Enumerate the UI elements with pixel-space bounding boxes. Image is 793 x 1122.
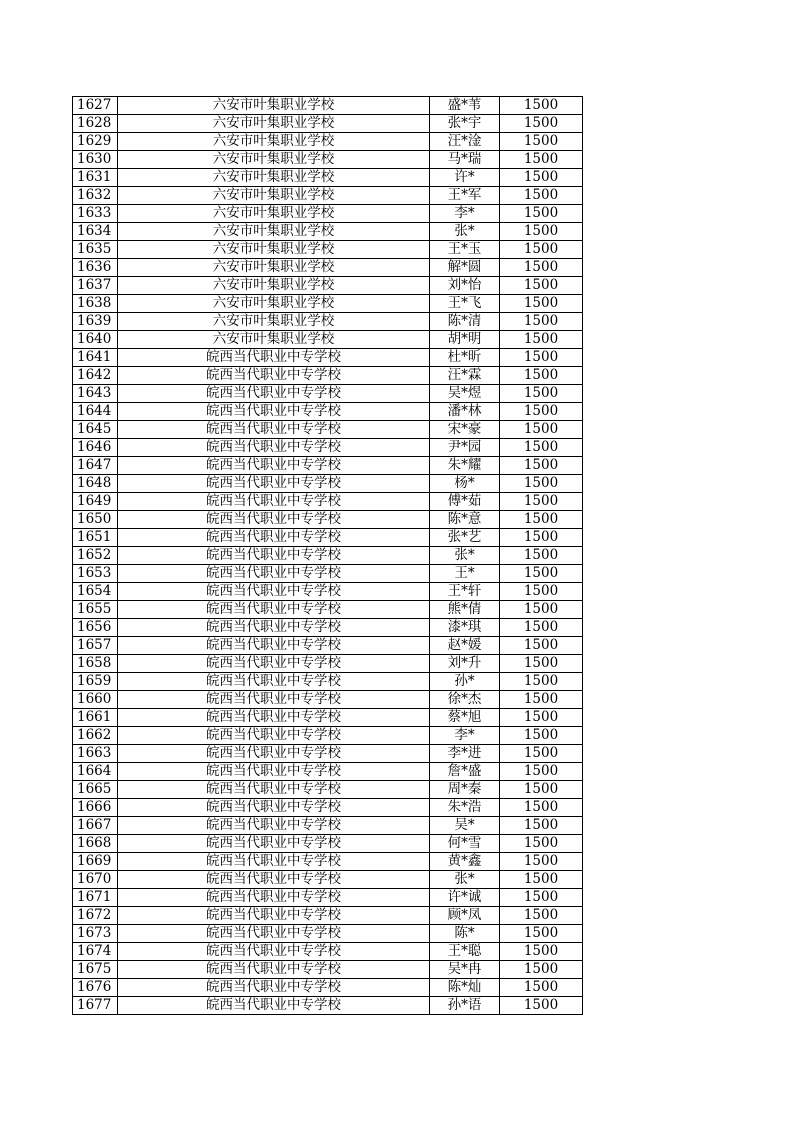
student-name-cell: 熊*倩 bbox=[430, 601, 500, 619]
table-row bbox=[73, 205, 583, 223]
amount-cell: 1500 bbox=[500, 853, 583, 871]
amount-cell: 1500 bbox=[500, 187, 583, 205]
school-name-cell: 六安市叶集职业学校 bbox=[118, 331, 430, 349]
amount-cell: 1500 bbox=[500, 637, 583, 655]
table-row bbox=[73, 781, 583, 799]
student-name-cell: 吴*冉 bbox=[430, 961, 500, 979]
amount-cell: 1500 bbox=[500, 691, 583, 709]
table-row bbox=[73, 853, 583, 871]
amount-cell: 1500 bbox=[500, 133, 583, 151]
serial-number-cell: 1652 bbox=[73, 547, 118, 565]
student-name-cell: 徐*杰 bbox=[430, 691, 500, 709]
table-row bbox=[73, 673, 583, 691]
serial-number-cell: 1669 bbox=[73, 853, 118, 871]
serial-number-cell: 1670 bbox=[73, 871, 118, 889]
school-name-cell: 皖西当代职业中专学校 bbox=[118, 817, 430, 835]
amount-cell: 1500 bbox=[500, 547, 583, 565]
amount-cell: 1500 bbox=[500, 601, 583, 619]
student-name-cell: 潘*林 bbox=[430, 403, 500, 421]
school-name-cell: 皖西当代职业中专学校 bbox=[118, 349, 430, 367]
student-name-cell: 汪*霖 bbox=[430, 367, 500, 385]
serial-number-cell: 1641 bbox=[73, 349, 118, 367]
student-name-cell: 李* bbox=[430, 727, 500, 745]
amount-cell: 1500 bbox=[500, 313, 583, 331]
school-name-cell: 皖西当代职业中专学校 bbox=[118, 925, 430, 943]
table-row bbox=[73, 565, 583, 583]
student-name-cell: 黄*鑫 bbox=[430, 853, 500, 871]
school-name-cell: 皖西当代职业中专学校 bbox=[118, 943, 430, 961]
serial-number-cell: 1631 bbox=[73, 169, 118, 187]
student-name-cell: 张* bbox=[430, 223, 500, 241]
school-name-cell: 皖西当代职业中专学校 bbox=[118, 853, 430, 871]
amount-cell: 1500 bbox=[500, 403, 583, 421]
school-name-cell: 六安市叶集职业学校 bbox=[118, 223, 430, 241]
table-row bbox=[73, 493, 583, 511]
student-name-cell: 张*宇 bbox=[430, 115, 500, 133]
serial-number-cell: 1653 bbox=[73, 565, 118, 583]
serial-number-cell: 1643 bbox=[73, 385, 118, 403]
serial-number-cell: 1661 bbox=[73, 709, 118, 727]
serial-number-cell: 1629 bbox=[73, 133, 118, 151]
serial-number-cell: 1674 bbox=[73, 943, 118, 961]
serial-number-cell: 1662 bbox=[73, 727, 118, 745]
serial-number-cell: 1659 bbox=[73, 673, 118, 691]
serial-number-cell: 1655 bbox=[73, 601, 118, 619]
student-name-cell: 李* bbox=[430, 205, 500, 223]
table-row bbox=[73, 349, 583, 367]
serial-number-cell: 1657 bbox=[73, 637, 118, 655]
table-row bbox=[73, 475, 583, 493]
school-name-cell: 皖西当代职业中专学校 bbox=[118, 439, 430, 457]
table-row bbox=[73, 817, 583, 835]
student-name-cell: 赵*媛 bbox=[430, 637, 500, 655]
student-name-cell: 王*聪 bbox=[430, 943, 500, 961]
school-name-cell: 皖西当代职业中专学校 bbox=[118, 655, 430, 673]
school-name-cell: 六安市叶集职业学校 bbox=[118, 187, 430, 205]
serial-number-cell: 1650 bbox=[73, 511, 118, 529]
serial-number-cell: 1633 bbox=[73, 205, 118, 223]
student-name-cell: 张* bbox=[430, 871, 500, 889]
table-row bbox=[73, 709, 583, 727]
school-name-cell: 皖西当代职业中专学校 bbox=[118, 889, 430, 907]
student-name-cell: 刘*怡 bbox=[430, 277, 500, 295]
student-name-cell: 胡*明 bbox=[430, 331, 500, 349]
table-row bbox=[73, 457, 583, 475]
amount-cell: 1500 bbox=[500, 115, 583, 133]
student-name-cell: 盛*苇 bbox=[430, 97, 500, 115]
table-row bbox=[73, 115, 583, 133]
amount-cell: 1500 bbox=[500, 565, 583, 583]
student-name-cell: 解*圆 bbox=[430, 259, 500, 277]
table-row bbox=[73, 835, 583, 853]
table-row bbox=[73, 979, 583, 997]
table-row bbox=[73, 259, 583, 277]
serial-number-cell: 1675 bbox=[73, 961, 118, 979]
serial-number-cell: 1648 bbox=[73, 475, 118, 493]
amount-cell: 1500 bbox=[500, 367, 583, 385]
amount-cell: 1500 bbox=[500, 205, 583, 223]
amount-cell: 1500 bbox=[500, 889, 583, 907]
amount-cell: 1500 bbox=[500, 151, 583, 169]
amount-cell: 1500 bbox=[500, 781, 583, 799]
table-row bbox=[73, 943, 583, 961]
school-name-cell: 皖西当代职业中专学校 bbox=[118, 835, 430, 853]
table-row bbox=[73, 583, 583, 601]
school-name-cell: 皖西当代职业中专学校 bbox=[118, 979, 430, 997]
student-name-cell: 朱*浩 bbox=[430, 799, 500, 817]
school-name-cell: 皖西当代职业中专学校 bbox=[118, 457, 430, 475]
table-row bbox=[73, 925, 583, 943]
school-name-cell: 六安市叶集职业学校 bbox=[118, 115, 430, 133]
table-row bbox=[73, 961, 583, 979]
table-row bbox=[73, 997, 583, 1015]
serial-number-cell: 1656 bbox=[73, 619, 118, 637]
serial-number-cell: 1668 bbox=[73, 835, 118, 853]
serial-number-cell: 1628 bbox=[73, 115, 118, 133]
school-name-cell: 皖西当代职业中专学校 bbox=[118, 961, 430, 979]
serial-number-cell: 1651 bbox=[73, 529, 118, 547]
student-name-cell: 张* bbox=[430, 547, 500, 565]
amount-cell: 1500 bbox=[500, 817, 583, 835]
school-name-cell: 皖西当代职业中专学校 bbox=[118, 619, 430, 637]
amount-cell: 1500 bbox=[500, 907, 583, 925]
table-row bbox=[73, 367, 583, 385]
school-name-cell: 皖西当代职业中专学校 bbox=[118, 871, 430, 889]
table-row bbox=[73, 133, 583, 151]
school-name-cell: 皖西当代职业中专学校 bbox=[118, 385, 430, 403]
table-body bbox=[73, 97, 583, 1015]
amount-cell: 1500 bbox=[500, 871, 583, 889]
serial-number-cell: 1627 bbox=[73, 97, 118, 115]
amount-cell: 1500 bbox=[500, 745, 583, 763]
student-name-cell: 朱*耀 bbox=[430, 457, 500, 475]
school-name-cell: 皖西当代职业中专学校 bbox=[118, 367, 430, 385]
school-name-cell: 皖西当代职业中专学校 bbox=[118, 493, 430, 511]
amount-cell: 1500 bbox=[500, 673, 583, 691]
table-row bbox=[73, 907, 583, 925]
table-row bbox=[73, 637, 583, 655]
school-name-cell: 皖西当代职业中专学校 bbox=[118, 745, 430, 763]
table-row bbox=[73, 799, 583, 817]
serial-number-cell: 1636 bbox=[73, 259, 118, 277]
serial-number-cell: 1676 bbox=[73, 979, 118, 997]
amount-cell: 1500 bbox=[500, 799, 583, 817]
amount-cell: 1500 bbox=[500, 97, 583, 115]
amount-cell: 1500 bbox=[500, 727, 583, 745]
school-name-cell: 皖西当代职业中专学校 bbox=[118, 601, 430, 619]
serial-number-cell: 1646 bbox=[73, 439, 118, 457]
school-name-cell: 皖西当代职业中专学校 bbox=[118, 637, 430, 655]
serial-number-cell: 1660 bbox=[73, 691, 118, 709]
school-name-cell: 皖西当代职业中专学校 bbox=[118, 529, 430, 547]
table-row bbox=[73, 97, 583, 115]
serial-number-cell: 1673 bbox=[73, 925, 118, 943]
student-name-cell: 陈*灿 bbox=[430, 979, 500, 997]
serial-number-cell: 1640 bbox=[73, 331, 118, 349]
student-name-cell: 吴*煜 bbox=[430, 385, 500, 403]
student-name-cell: 马*瑞 bbox=[430, 151, 500, 169]
serial-number-cell: 1634 bbox=[73, 223, 118, 241]
student-name-cell: 杨* bbox=[430, 475, 500, 493]
student-name-cell: 许* bbox=[430, 169, 500, 187]
school-name-cell: 皖西当代职业中专学校 bbox=[118, 997, 430, 1015]
table-row bbox=[73, 529, 583, 547]
student-name-cell: 汪*淦 bbox=[430, 133, 500, 151]
amount-cell: 1500 bbox=[500, 295, 583, 313]
student-name-cell: 何*雪 bbox=[430, 835, 500, 853]
student-name-cell: 陈*意 bbox=[430, 511, 500, 529]
student-name-cell: 李*进 bbox=[430, 745, 500, 763]
amount-cell: 1500 bbox=[500, 169, 583, 187]
table-row bbox=[73, 889, 583, 907]
serial-number-cell: 1665 bbox=[73, 781, 118, 799]
amount-cell: 1500 bbox=[500, 655, 583, 673]
school-name-cell: 六安市叶集职业学校 bbox=[118, 277, 430, 295]
serial-number-cell: 1632 bbox=[73, 187, 118, 205]
student-name-cell: 吴* bbox=[430, 817, 500, 835]
amount-cell: 1500 bbox=[500, 439, 583, 457]
school-name-cell: 皖西当代职业中专学校 bbox=[118, 907, 430, 925]
amount-cell: 1500 bbox=[500, 979, 583, 997]
school-name-cell: 六安市叶集职业学校 bbox=[118, 241, 430, 259]
table-row bbox=[73, 745, 583, 763]
amount-cell: 1500 bbox=[500, 925, 583, 943]
school-name-cell: 皖西当代职业中专学校 bbox=[118, 583, 430, 601]
school-name-cell: 皖西当代职业中专学校 bbox=[118, 511, 430, 529]
school-name-cell: 六安市叶集职业学校 bbox=[118, 169, 430, 187]
amount-cell: 1500 bbox=[500, 997, 583, 1015]
school-name-cell: 皖西当代职业中专学校 bbox=[118, 547, 430, 565]
serial-number-cell: 1644 bbox=[73, 403, 118, 421]
school-name-cell: 六安市叶集职业学校 bbox=[118, 259, 430, 277]
amount-cell: 1500 bbox=[500, 421, 583, 439]
school-name-cell: 皖西当代职业中专学校 bbox=[118, 709, 430, 727]
table-row bbox=[73, 169, 583, 187]
student-name-cell: 张*艺 bbox=[430, 529, 500, 547]
student-name-cell: 许*诚 bbox=[430, 889, 500, 907]
table-row bbox=[73, 385, 583, 403]
student-name-cell: 周*秦 bbox=[430, 781, 500, 799]
student-name-cell: 宋*豪 bbox=[430, 421, 500, 439]
student-name-cell: 傅*茹 bbox=[430, 493, 500, 511]
amount-cell: 1500 bbox=[500, 709, 583, 727]
school-name-cell: 皖西当代职业中专学校 bbox=[118, 565, 430, 583]
school-name-cell: 六安市叶集职业学校 bbox=[118, 151, 430, 169]
table-row bbox=[73, 439, 583, 457]
amount-cell: 1500 bbox=[500, 259, 583, 277]
table-row bbox=[73, 151, 583, 169]
amount-cell: 1500 bbox=[500, 961, 583, 979]
school-name-cell: 皖西当代职业中专学校 bbox=[118, 763, 430, 781]
student-name-cell: 陈* bbox=[430, 925, 500, 943]
table-row bbox=[73, 601, 583, 619]
serial-number-cell: 1677 bbox=[73, 997, 118, 1015]
student-name-cell: 詹*盛 bbox=[430, 763, 500, 781]
table-row bbox=[73, 547, 583, 565]
amount-cell: 1500 bbox=[500, 331, 583, 349]
amount-cell: 1500 bbox=[500, 763, 583, 781]
school-name-cell: 六安市叶集职业学校 bbox=[118, 133, 430, 151]
amount-cell: 1500 bbox=[500, 241, 583, 259]
serial-number-cell: 1649 bbox=[73, 493, 118, 511]
student-name-cell: 漆*琪 bbox=[430, 619, 500, 637]
amount-cell: 1500 bbox=[500, 385, 583, 403]
school-name-cell: 皖西当代职业中专学校 bbox=[118, 421, 430, 439]
student-name-cell: 刘*升 bbox=[430, 655, 500, 673]
student-name-cell: 孙*语 bbox=[430, 997, 500, 1015]
amount-cell: 1500 bbox=[500, 223, 583, 241]
school-name-cell: 皖西当代职业中专学校 bbox=[118, 727, 430, 745]
student-name-cell: 王*玉 bbox=[430, 241, 500, 259]
amount-cell: 1500 bbox=[500, 277, 583, 295]
student-name-cell: 王*飞 bbox=[430, 295, 500, 313]
table-row bbox=[73, 763, 583, 781]
student-name-cell: 王*轩 bbox=[430, 583, 500, 601]
amount-cell: 1500 bbox=[500, 349, 583, 367]
table-row bbox=[73, 619, 583, 637]
school-name-cell: 皖西当代职业中专学校 bbox=[118, 799, 430, 817]
amount-cell: 1500 bbox=[500, 511, 583, 529]
table-row bbox=[73, 241, 583, 259]
serial-number-cell: 1638 bbox=[73, 295, 118, 313]
amount-cell: 1500 bbox=[500, 529, 583, 547]
school-name-cell: 六安市叶集职业学校 bbox=[118, 97, 430, 115]
student-name-cell: 蔡*旭 bbox=[430, 709, 500, 727]
school-name-cell: 六安市叶集职业学校 bbox=[118, 295, 430, 313]
table-row bbox=[73, 187, 583, 205]
serial-number-cell: 1647 bbox=[73, 457, 118, 475]
table-row bbox=[73, 511, 583, 529]
serial-number-cell: 1635 bbox=[73, 241, 118, 259]
serial-number-cell: 1642 bbox=[73, 367, 118, 385]
student-name-cell: 杜*昕 bbox=[430, 349, 500, 367]
student-name-cell: 王* bbox=[430, 565, 500, 583]
serial-number-cell: 1672 bbox=[73, 907, 118, 925]
serial-number-cell: 1645 bbox=[73, 421, 118, 439]
student-name-cell: 尹*园 bbox=[430, 439, 500, 457]
serial-number-cell: 1671 bbox=[73, 889, 118, 907]
data-table bbox=[72, 96, 583, 1015]
table-row bbox=[73, 313, 583, 331]
serial-number-cell: 1637 bbox=[73, 277, 118, 295]
table-row bbox=[73, 403, 583, 421]
table-row bbox=[73, 421, 583, 439]
amount-cell: 1500 bbox=[500, 457, 583, 475]
school-name-cell: 六安市叶集职业学校 bbox=[118, 313, 430, 331]
table-row bbox=[73, 727, 583, 745]
school-name-cell: 皖西当代职业中专学校 bbox=[118, 673, 430, 691]
serial-number-cell: 1630 bbox=[73, 151, 118, 169]
serial-number-cell: 1667 bbox=[73, 817, 118, 835]
table-row bbox=[73, 691, 583, 709]
amount-cell: 1500 bbox=[500, 619, 583, 637]
school-name-cell: 皖西当代职业中专学校 bbox=[118, 403, 430, 421]
serial-number-cell: 1654 bbox=[73, 583, 118, 601]
table-row bbox=[73, 331, 583, 349]
student-name-cell: 陈*清 bbox=[430, 313, 500, 331]
student-name-cell: 顾*凤 bbox=[430, 907, 500, 925]
amount-cell: 1500 bbox=[500, 943, 583, 961]
school-name-cell: 皖西当代职业中专学校 bbox=[118, 781, 430, 799]
table-row bbox=[73, 871, 583, 889]
table-row bbox=[73, 223, 583, 241]
student-name-cell: 王*军 bbox=[430, 187, 500, 205]
amount-cell: 1500 bbox=[500, 835, 583, 853]
serial-number-cell: 1664 bbox=[73, 763, 118, 781]
amount-cell: 1500 bbox=[500, 475, 583, 493]
school-name-cell: 皖西当代职业中专学校 bbox=[118, 475, 430, 493]
school-name-cell: 六安市叶集职业学校 bbox=[118, 205, 430, 223]
table-row bbox=[73, 655, 583, 673]
table-row bbox=[73, 277, 583, 295]
amount-cell: 1500 bbox=[500, 583, 583, 601]
amount-cell: 1500 bbox=[500, 493, 583, 511]
serial-number-cell: 1639 bbox=[73, 313, 118, 331]
school-name-cell: 皖西当代职业中专学校 bbox=[118, 691, 430, 709]
serial-number-cell: 1663 bbox=[73, 745, 118, 763]
student-name-cell: 孙* bbox=[430, 673, 500, 691]
serial-number-cell: 1666 bbox=[73, 799, 118, 817]
table-row bbox=[73, 295, 583, 313]
serial-number-cell: 1658 bbox=[73, 655, 118, 673]
